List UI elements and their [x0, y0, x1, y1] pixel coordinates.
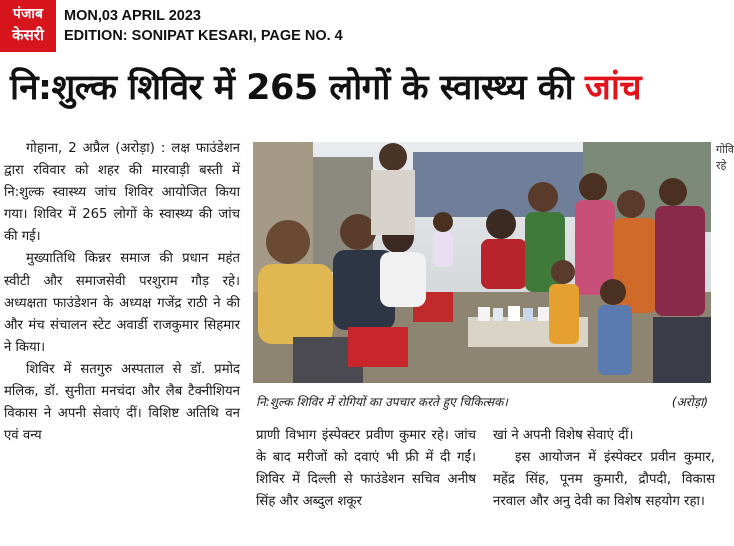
- photo-credit: (अरोड़ा): [671, 395, 708, 409]
- edition-meta: [64, 6, 343, 46]
- headline: [10, 66, 722, 110]
- logo-line-1: पंजाब: [13, 6, 43, 22]
- article-column-1: [4, 138, 240, 447]
- headline-highlight: जांच: [584, 68, 642, 108]
- article-column-3: [493, 425, 715, 513]
- headline-main: नि:शुल्क शिविर में 265 लोगों के स्वास्थ्य की: [10, 68, 585, 108]
- article-column-2: [256, 425, 476, 513]
- news-photo: [253, 142, 711, 383]
- newspaper-logo: [0, 0, 56, 52]
- adjacent-column-fragment: गोवि रहे: [716, 143, 734, 172]
- article-paragraph: मुख्यातिथि किन्नर समाज की प्रधान महंत स्वीटी और समाजसेवी परशुराम गौड़ रहे। अध्यक्षता फाउंडेशन के अध्यक्ष गजेंद्र राठी ने की और मंच संचालन स्टेट अवार्डी राजकुमार सिहमार ने किया।: [4, 251, 240, 355]
- article-paragraph: शिविर में सतगुरु अस्पताल से डॉ. प्रमोद मलिक, डॉ. सुनीता मनचंदा और लैब टैक्नीशियन विकास ने अपनी सेवाएं दीं। विशिष्ट अतिथि वन एवं वन्य: [4, 361, 240, 444]
- photo-caption: [256, 393, 716, 411]
- edition-info: EDITION: SONIPAT KESARI, PAGE NO. 4: [64, 28, 343, 44]
- article-paragraph: गोहाना, 2 अप्रैल (अरोड़ा) : लक्ष फाउंडेशन द्वारा रविवार को शहर की मारवाड़ी बस्ती में नि:शुल्क स्वास्थ्य जांच शिविर आयोजित किया गया। शिविर में 265 लोगों के स्वास्थ्य की जांच की गई।: [4, 141, 240, 245]
- health-camp-photo-illustration: [253, 142, 711, 383]
- article-paragraph: इस आयोजन में इंस्पेक्टर प्रवीन कुमार, महेंद्र सिंह, पूनम कुमारी, द्रौपदी, विकास नरवाल और अनु देवी का विशेष सहयोग रहा।: [493, 450, 715, 510]
- article-paragraph: खां ने अपनी विशेष सेवाएं दीं।: [493, 428, 634, 443]
- photo-caption-text: नि:शुल्क शिविर में रोगियों का उपचार करते हुए चिकित्सक।: [256, 395, 508, 409]
- article-paragraph: प्राणी विभाग इंस्पेक्टर प्रवीण कुमार रहे। जांच के बाद मरीजों को दवाएं भी फ्री में दी गईं। शिविर में दिल्ली से फाउंडेशन सचिव अनीष सिंह और अब्दुल शकूर: [256, 428, 476, 510]
- logo-line-2: केसरी: [12, 26, 44, 44]
- edition-date: MON,03 APRIL 2023: [64, 8, 201, 24]
